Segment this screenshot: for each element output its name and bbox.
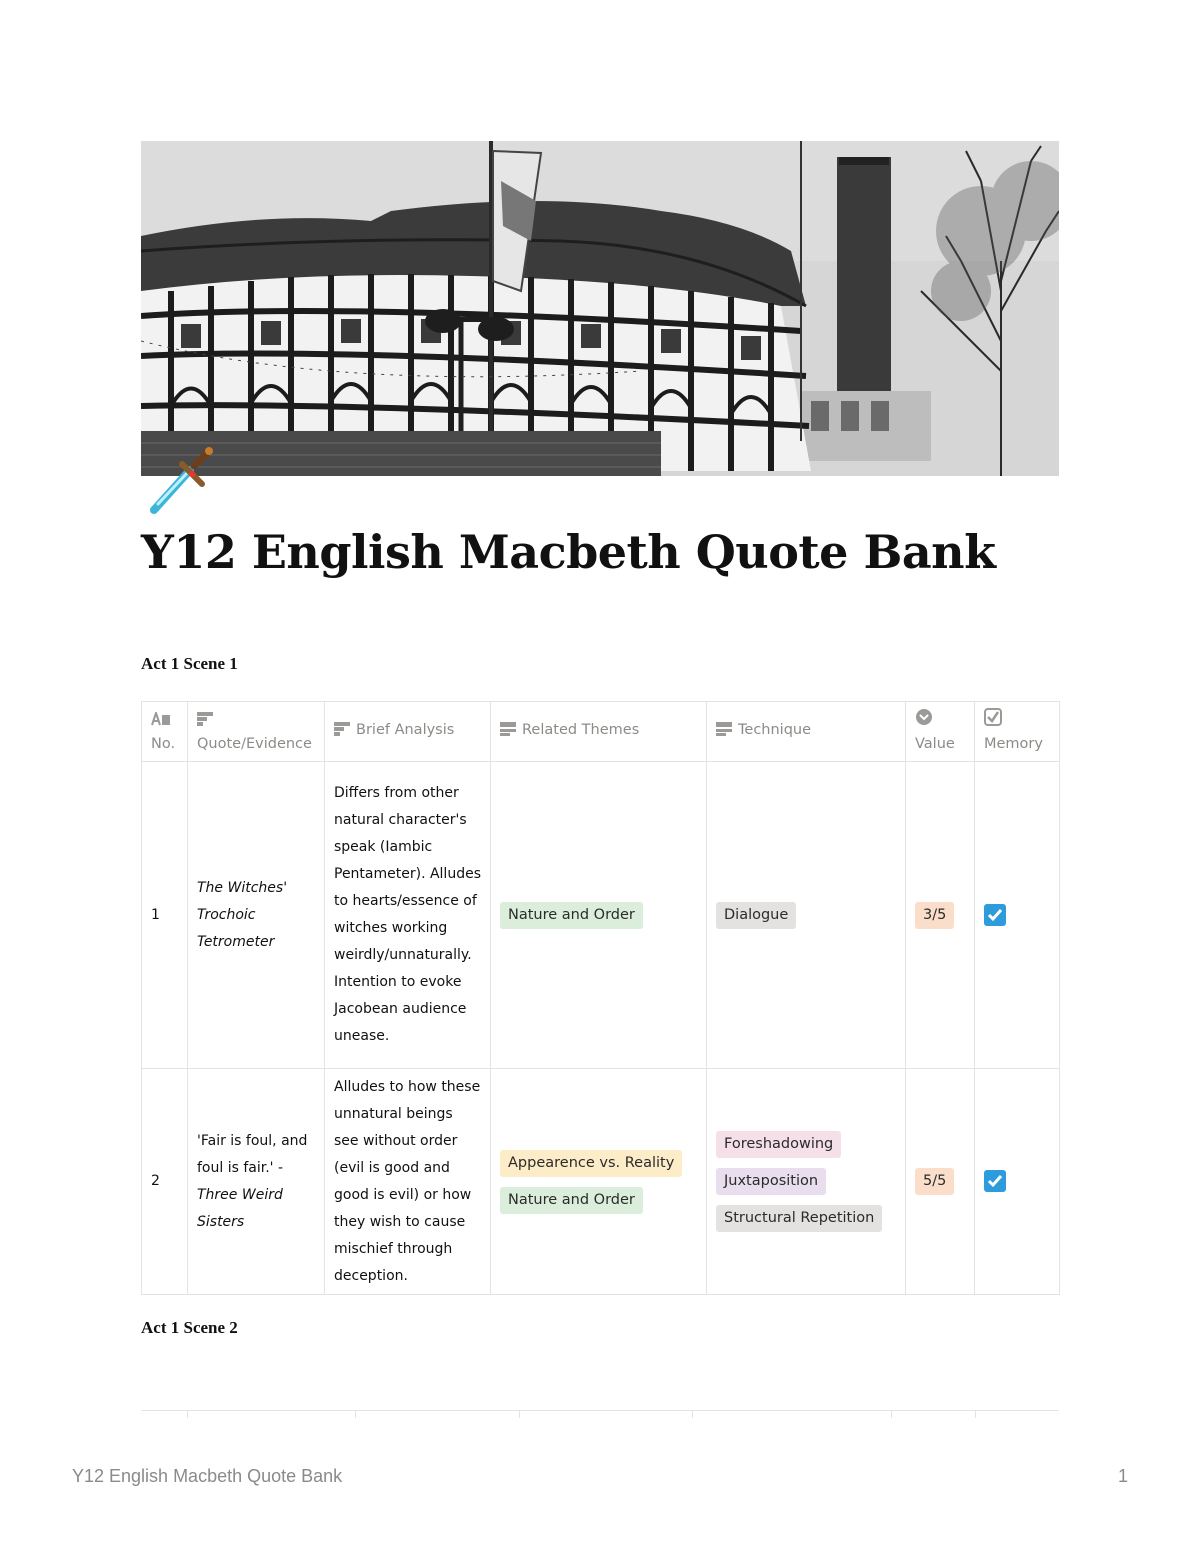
analysis-cell[interactable]: Differs from other natural character's speak (Iambic Pentameter). Alludes to hearts/essence of witches working weirdly/unnaturally. Intention to evoke Jacobean audience unease. xyxy=(325,762,491,1069)
table-row[interactable] xyxy=(142,1069,1060,1295)
quote-text: 'Fair is foul, and foul is fair.' xyxy=(197,1132,308,1176)
themes-cell[interactable] xyxy=(491,762,707,1069)
technique-tag[interactable]: Structural Repetition xyxy=(716,1205,882,1232)
technique-tag[interactable]: Juxtaposition xyxy=(716,1168,826,1195)
technique-cell[interactable] xyxy=(707,762,906,1069)
theme-tag[interactable]: Appearence vs. Reality xyxy=(500,1150,682,1177)
value-tag[interactable]: 5/5 xyxy=(915,1168,954,1195)
value-tag[interactable]: 3/5 xyxy=(915,902,954,929)
checkbox-icon xyxy=(984,708,1044,733)
footer-page-number: 1 xyxy=(1117,1466,1128,1486)
column-header-themes[interactable]: Related Themes xyxy=(491,702,707,762)
table-row[interactable] xyxy=(142,762,1060,1069)
value-cell[interactable] xyxy=(906,762,975,1069)
cover-image xyxy=(141,141,1059,476)
memory-cell[interactable] xyxy=(975,1069,1060,1295)
value-cell[interactable] xyxy=(906,1069,975,1295)
column-header-memory[interactable]: Memory xyxy=(975,702,1060,762)
section-heading-act1-scene1: Act 1 Scene 1 xyxy=(141,654,238,673)
themes-cell[interactable] xyxy=(491,1069,707,1295)
column-header-analysis[interactable]: Brief Analysis xyxy=(325,702,491,762)
multi-select-icon xyxy=(500,722,516,743)
quote-attribution: Three Weird Sisters xyxy=(197,1186,283,1230)
row-number: 2 xyxy=(142,1069,188,1295)
multi-select-icon xyxy=(716,722,732,743)
select-icon xyxy=(915,708,959,733)
number-icon xyxy=(151,712,172,733)
table-top-border xyxy=(141,1410,1059,1411)
theme-tag[interactable]: Nature and Order xyxy=(500,1187,643,1214)
technique-tag[interactable]: Dialogue xyxy=(716,902,796,929)
text-icon xyxy=(334,722,350,743)
memory-cell[interactable] xyxy=(975,762,1060,1069)
quote-table-act1-scene1 xyxy=(141,701,1060,1295)
column-header-quote[interactable]: Quote/Evidence xyxy=(188,702,325,762)
technique-cell[interactable] xyxy=(707,1069,906,1295)
column-header-no[interactable]: No. xyxy=(142,702,188,762)
row-number: 1 xyxy=(142,762,188,1069)
quote-attribution-dash: - xyxy=(273,1159,284,1176)
quote-cell[interactable]: The Witches' Trochoic Tetrometer xyxy=(188,762,325,1069)
memory-checkbox[interactable] xyxy=(984,1170,1006,1192)
page-title: Y12 English Macbeth Quote Bank xyxy=(141,525,996,579)
analysis-cell[interactable]: Alludes to how these unnatural beings see without order (evil is good and good is evil) or how they wish to cause mischief through deception. xyxy=(325,1069,491,1295)
footer-document-title: Y12 English Macbeth Quote Bank xyxy=(72,1466,343,1486)
text-icon xyxy=(197,712,309,733)
table-header-row xyxy=(142,702,1060,762)
dagger-icon xyxy=(146,444,218,516)
memory-checkbox[interactable] xyxy=(984,904,1006,926)
technique-tag[interactable]: Foreshadowing xyxy=(716,1131,841,1158)
section-heading-act1-scene2: Act 1 Scene 2 xyxy=(141,1318,238,1337)
quote-cell[interactable] xyxy=(188,1069,325,1295)
theme-tag[interactable]: Nature and Order xyxy=(500,902,643,929)
column-header-technique[interactable]: Technique xyxy=(707,702,906,762)
globe-theatre-illustration xyxy=(141,141,1059,476)
column-header-value[interactable]: Value xyxy=(906,702,975,762)
